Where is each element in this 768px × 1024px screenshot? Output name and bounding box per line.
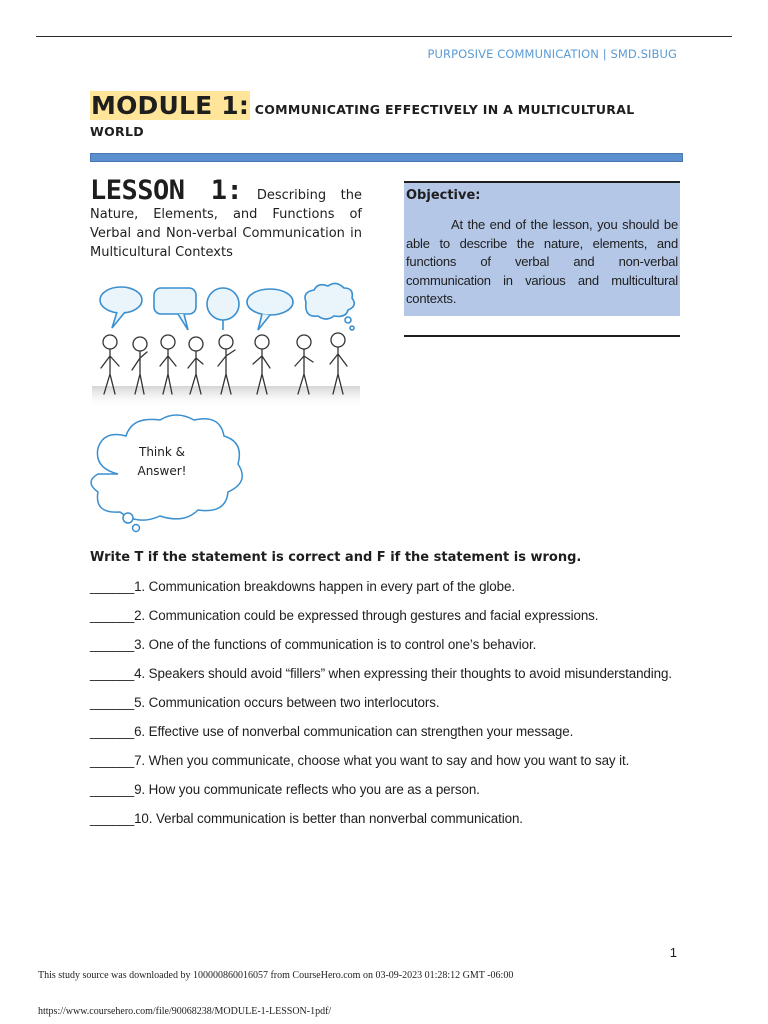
objective-title: Objective: bbox=[406, 188, 481, 203]
answer-line: Answer! bbox=[137, 464, 187, 478]
running-header: PURPOSIVE COMMUNICATION | SMD.SIBUG bbox=[427, 47, 677, 61]
module-subtitle-line2: WORLD bbox=[90, 124, 144, 139]
list-item: ______5. Communication occurs between two interlocutors. bbox=[90, 695, 440, 710]
top-rule bbox=[36, 36, 732, 37]
think-answer-text bbox=[122, 443, 202, 481]
section-divider-bar bbox=[90, 153, 683, 162]
instructions: Write T if the statement is correct and F if the statement is wrong. bbox=[90, 550, 582, 565]
objective-box bbox=[404, 181, 680, 316]
list-item: ______10. Verbal communication is better than nonverbal communication. bbox=[90, 811, 523, 826]
think-line: Think & bbox=[139, 445, 185, 459]
module-title bbox=[90, 93, 682, 118]
list-item: ______4. Speakers should avoid “fillers” when expressing their thoughts to avoid misunderstanding. bbox=[90, 666, 672, 681]
objective-bottom-rule bbox=[404, 335, 680, 337]
page-number: 1 bbox=[669, 945, 677, 960]
lesson-title: Describing the Nature, Elements, and Functions of Verbal and Non-verbal Communication in Multicultural Contexts bbox=[90, 188, 362, 260]
module-subtitle: COMMUNICATING EFFECTIVELY IN A MULTICULTURAL bbox=[250, 102, 635, 117]
list-item: ______1. Communication breakdowns happen in every part of the globe. bbox=[90, 579, 515, 594]
list-item: ______2. Communication could be expressed through gestures and facial expressions. bbox=[90, 608, 599, 623]
download-notice: This study source was downloaded by 100000860016057 from CourseHero.com on 03-09-2023 01:28:12 GMT -06:00 bbox=[38, 970, 514, 981]
lesson-label: LESSON 1: bbox=[90, 175, 243, 206]
lesson-heading bbox=[90, 175, 362, 262]
source-url[interactable]: https://www.coursehero.com/file/90068238/MODULE-1-LESSON-1pdf/ bbox=[38, 1006, 332, 1017]
people-speech-bubbles-illustration bbox=[92, 282, 360, 410]
list-item: ______3. One of the functions of communication is to control one’s behavior. bbox=[90, 637, 537, 652]
list-item: ______9. How you communicate reflects who you are as a person. bbox=[90, 782, 480, 797]
objective-text: At the end of the lesson, you should be able to describe the nature, elements, and functions of verbal and non-verbal communication in various and multicultural contexts. bbox=[406, 217, 678, 307]
list-item: ______6. Effective use of nonverbal communication can strengthen your message. bbox=[90, 724, 574, 739]
list-item: ______7. When you communicate, choose what you want to say and how you want to say it. bbox=[90, 753, 630, 768]
module-label: MODULE 1: bbox=[91, 91, 250, 120]
true-false-items bbox=[90, 578, 678, 839]
